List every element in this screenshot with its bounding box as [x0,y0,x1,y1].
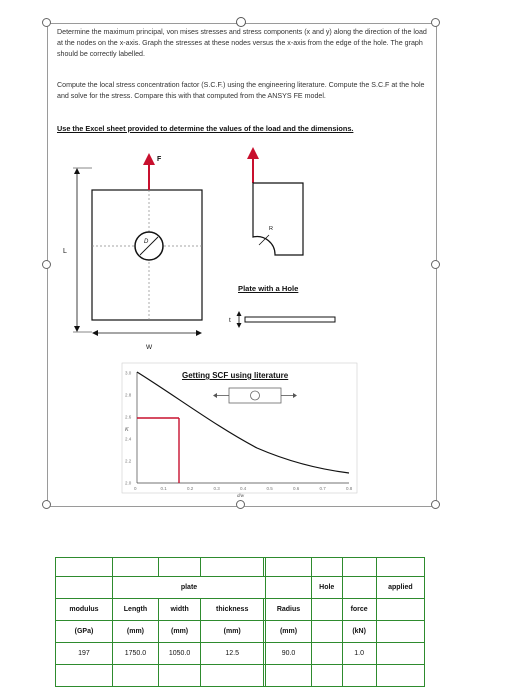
scf-chart-ylabel: K [125,427,129,433]
input-data-table [55,557,425,687]
table-value-thickness: 12.5 [201,642,264,664]
table-header-force: force [342,598,376,620]
table-unit-width: (mm) [158,620,200,642]
force-label: F [157,156,162,163]
table-unit-modulus: (GPa) [56,620,113,642]
table-unit-length: (mm) [112,620,158,642]
table-header-modulus: modulus [56,598,113,620]
thickness-outline [245,317,335,322]
table-header-radius: Radius [266,598,312,620]
table-value-radius: 90.0 [266,642,312,664]
table-value-modulus: 197 [56,642,113,664]
table-header-applied: applied [376,576,424,598]
table-header-length: Length [112,598,158,620]
diameter-label: D [144,239,149,245]
instruction-paragraph-2: Compute the local stress concentration factor (S.C.F.) using the engineering literature. Compute the S.C.F at the hole and solve for the stress. Compare this with that computed from the ANSYS FE model. [57,81,425,100]
resize-handle-top-left[interactable] [42,18,51,27]
scf-chart-xtick-label: 0.6 [293,486,300,491]
detail-plate-outline [253,183,303,255]
scf-chart-ytick-label: 2.2 [125,458,132,464]
force-arrow-head [143,153,155,165]
scf-chart-xtick-label: 0.4 [240,486,247,491]
table-header-hole: Hole [311,576,342,598]
scf-chart-frame [122,363,357,493]
scf-chart-xtick-label: 0.2 [187,486,194,491]
scf-chart-ytick-label: 2.6 [125,414,132,420]
scf-inset-hole [251,391,260,400]
plate-caption: Plate with a Hole [238,284,299,293]
radius-label: R [269,226,273,232]
scf-chart-xtick-label: 0.3 [213,486,220,491]
rotation-handle[interactable] [236,17,246,27]
scf-chart-xtick-label: 0.5 [266,486,273,491]
instruction-paragraph-1: Determine the maximum principal, von mises stresses and stress components (x and y) along the direction of the load at the nodes on the x-axis. Graph the stresses at these nodes versus the x-axis from the edge of the hole. The graph should be correctly labelled. [57,28,427,58]
scf-chart-ytick-label: 3.0 [125,370,132,376]
table-value-force: 1.0 [342,642,376,664]
table-unit-thickness: (mm) [201,620,264,642]
scf-chart-ytick-label: 2.0 [125,480,132,486]
table-unit-force: (kN) [342,620,376,642]
scf-chart-xtick-label: 0.7 [319,486,326,491]
scf-chart-ytick-label: 2.8 [125,392,132,398]
table-value-length: 1750.0 [112,642,158,664]
table-unit-radius: (mm) [266,620,312,642]
width-label: W [146,344,153,351]
thickness-label: t [229,317,231,324]
scf-chart-ytick-label: 2.4 [125,436,132,442]
scf-chart-xtick-label: 0.1 [160,486,167,491]
instruction-paragraph-3: Use the Excel sheet provided to determine the values of the load and the dimensions. [57,124,354,133]
length-label: L [63,248,67,255]
scf-chart-xtick-label: 0 [134,486,137,491]
scf-caption: Getting SCF using literature [182,371,289,380]
plate-figure [47,135,435,505]
resize-handle-top-right[interactable] [431,18,440,27]
scf-chart-xtick-label: 0.8 [346,486,353,491]
table-value-width: 1050.0 [158,642,200,664]
scf-chart-xlabel: d/w [237,493,245,498]
table-header-width: width [158,598,200,620]
table-group-header: plate [112,576,265,598]
table-header-thickness: thickness [201,598,264,620]
